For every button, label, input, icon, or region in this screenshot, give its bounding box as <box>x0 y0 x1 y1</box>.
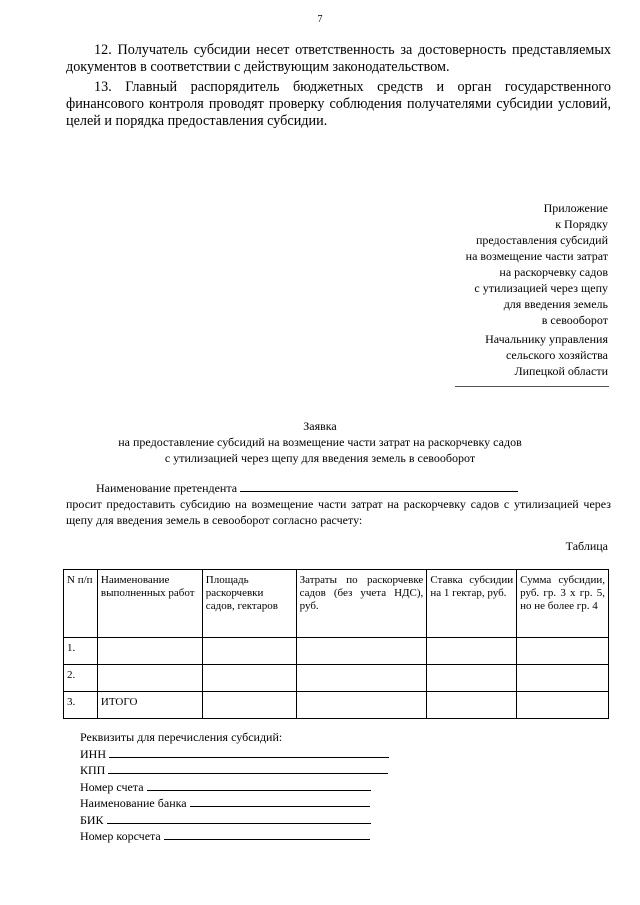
application-subtitle: на предоставление субсидий на возмещение части затрат на раскорчевку садов <box>118 435 522 449</box>
paragraph-13: 13. Главный распорядитель бюджетных средств и орган государственного финансового контроля проводят проверку соблюдения получателями субсидии условий, целей и порядка предоставления субсидии. <box>66 79 611 129</box>
area-cell[interactable] <box>202 665 296 692</box>
costs-cell[interactable] <box>296 692 427 719</box>
inn-field[interactable] <box>109 746 389 758</box>
addressee-line: Липецкой области <box>514 364 608 378</box>
application-title-block <box>0 418 640 466</box>
claimant-name-field[interactable] <box>240 480 518 492</box>
work-name-cell[interactable] <box>97 638 202 665</box>
costs-cell[interactable] <box>296 638 427 665</box>
requisite-row <box>80 762 389 779</box>
addressee-block <box>485 331 608 379</box>
subsidy-amount-cell[interactable] <box>517 692 609 719</box>
addressee-line: Начальнику управления <box>485 332 608 346</box>
row-number: 1. <box>64 638 98 665</box>
rate-cell[interactable] <box>427 638 517 665</box>
corr-account-field[interactable] <box>164 828 370 840</box>
requisite-label-account: Номер счета <box>80 779 144 794</box>
bank-name-field[interactable] <box>190 795 370 807</box>
requisite-row <box>80 746 389 763</box>
appendix-line: на раскорчевку садов <box>499 265 608 279</box>
calculation-table <box>63 569 609 719</box>
table-header-cell: Площадь раскорчевки садов, гектаров <box>202 570 296 638</box>
rate-cell[interactable] <box>427 665 517 692</box>
area-cell[interactable] <box>202 692 296 719</box>
row-number: 3. <box>64 692 98 719</box>
table-row <box>64 638 609 665</box>
total-label: ИТОГО <box>97 692 202 719</box>
claimant-label: Наименование претендента <box>96 481 238 495</box>
work-name-cell[interactable] <box>97 665 202 692</box>
requisite-row <box>80 795 389 812</box>
requisite-label-bank: Наименование банка <box>80 796 187 810</box>
table-label: Таблица <box>565 539 608 553</box>
subsidy-amount-cell[interactable] <box>517 665 609 692</box>
appendix-line: Приложение <box>543 201 608 215</box>
requisite-label-inn: ИНН <box>80 746 106 761</box>
requisites-block <box>80 729 389 845</box>
application-title: Заявка <box>303 419 337 433</box>
page-number: 7 <box>317 14 323 25</box>
requisites-title: Реквизиты для перечисления субсидий: <box>80 730 283 744</box>
addressee-signature-line <box>455 386 609 387</box>
table-row-total <box>64 692 609 719</box>
kpp-field[interactable] <box>108 762 388 774</box>
appendix-block <box>466 200 608 328</box>
table-header-cell: N п/п <box>64 570 98 638</box>
bik-field[interactable] <box>107 812 371 824</box>
claimant-name-row <box>66 480 611 496</box>
appendix-line: на возмещение части затрат <box>465 249 608 263</box>
row-number: 2. <box>64 665 98 692</box>
requisite-label-corr-account: Номер корсчета <box>80 829 161 843</box>
table-header-cell: Наименование выполненных работ <box>97 570 202 638</box>
application-subtitle: с утилизацией через щепу для введения земель в севооборот <box>164 451 476 465</box>
table-header-row <box>64 570 609 638</box>
requisite-row <box>80 828 389 845</box>
appendix-line: с утилизацией через щепу <box>474 281 608 295</box>
requisite-row <box>80 812 389 829</box>
claimant-block <box>66 480 611 528</box>
request-text: просит предоставить субсидию на возмещение части затрат на раскорчевку садов с утилизацией через щепу для введения земель в севооборот согласно расчету: <box>66 497 611 527</box>
account-number-field[interactable] <box>147 779 371 791</box>
table-header-cell: Ставка субсидии на 1 гектар, руб. <box>427 570 517 638</box>
addressee-line: сельского хозяйства <box>505 348 608 362</box>
appendix-line: в севооборот <box>541 313 608 327</box>
table-header-cell: Сумма субсидии, руб. гр. 3 х гр. 5, но не более гр. 4 <box>517 570 609 638</box>
area-cell[interactable] <box>202 638 296 665</box>
subsidy-amount-cell[interactable] <box>517 638 609 665</box>
appendix-line: для введения земель <box>503 297 608 311</box>
appendix-line: предоставления субсидий <box>475 233 608 247</box>
requisite-row <box>80 779 389 796</box>
requisite-label-kpp: КПП <box>80 763 106 777</box>
requisite-label-bik: БИК <box>80 812 104 827</box>
costs-cell[interactable] <box>296 665 427 692</box>
rate-cell[interactable] <box>427 692 517 719</box>
paragraph-12: 12. Получатель субсидии несет ответственность за достоверность представляемых документов в соответствии с действующим законодательством. <box>66 42 611 75</box>
table-row <box>64 665 609 692</box>
appendix-line: к Порядку <box>555 217 608 231</box>
table-header-cell: Затраты по раскорчевке садов (без учета НДС), руб. <box>296 570 427 638</box>
